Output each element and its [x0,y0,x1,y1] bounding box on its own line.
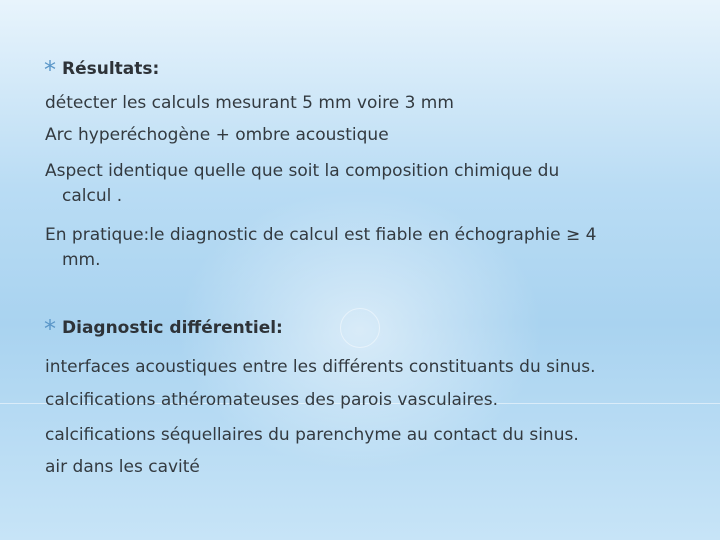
heading-text: Résultats: [62,59,160,79]
section-heading-resultats [44,52,160,84]
bullet-star-icon: * [44,56,56,84]
text-line-continuation: mm. [62,250,101,270]
text-line: air dans les cavité [45,457,200,477]
bullet-star-icon: * [44,315,56,343]
text-line: En pratique:le diagnostic de calcul est fiable en échographie ≥ 4 [45,225,597,245]
text-line-continuation: calcul . [62,186,123,206]
text-line: détecter les calculs mesurant 5 mm voire 3 mm [45,93,454,113]
background-circle [340,308,380,348]
heading-text: Diagnostic différentiel: [62,318,283,338]
text-line: interfaces acoustiques entre les différents constituants du sinus. [45,357,596,377]
text-line: calcifications athéromateuses des parois vasculaires. [45,390,499,410]
section-heading-diagnostic [44,311,283,343]
text-line: Aspect identique quelle que soit la composition chimique du [45,161,560,181]
text-line: Arc hyperéchogène + ombre acoustique [45,125,389,145]
text-line: calcifications séquellaires du parenchyme au contact du sinus. [45,425,579,445]
